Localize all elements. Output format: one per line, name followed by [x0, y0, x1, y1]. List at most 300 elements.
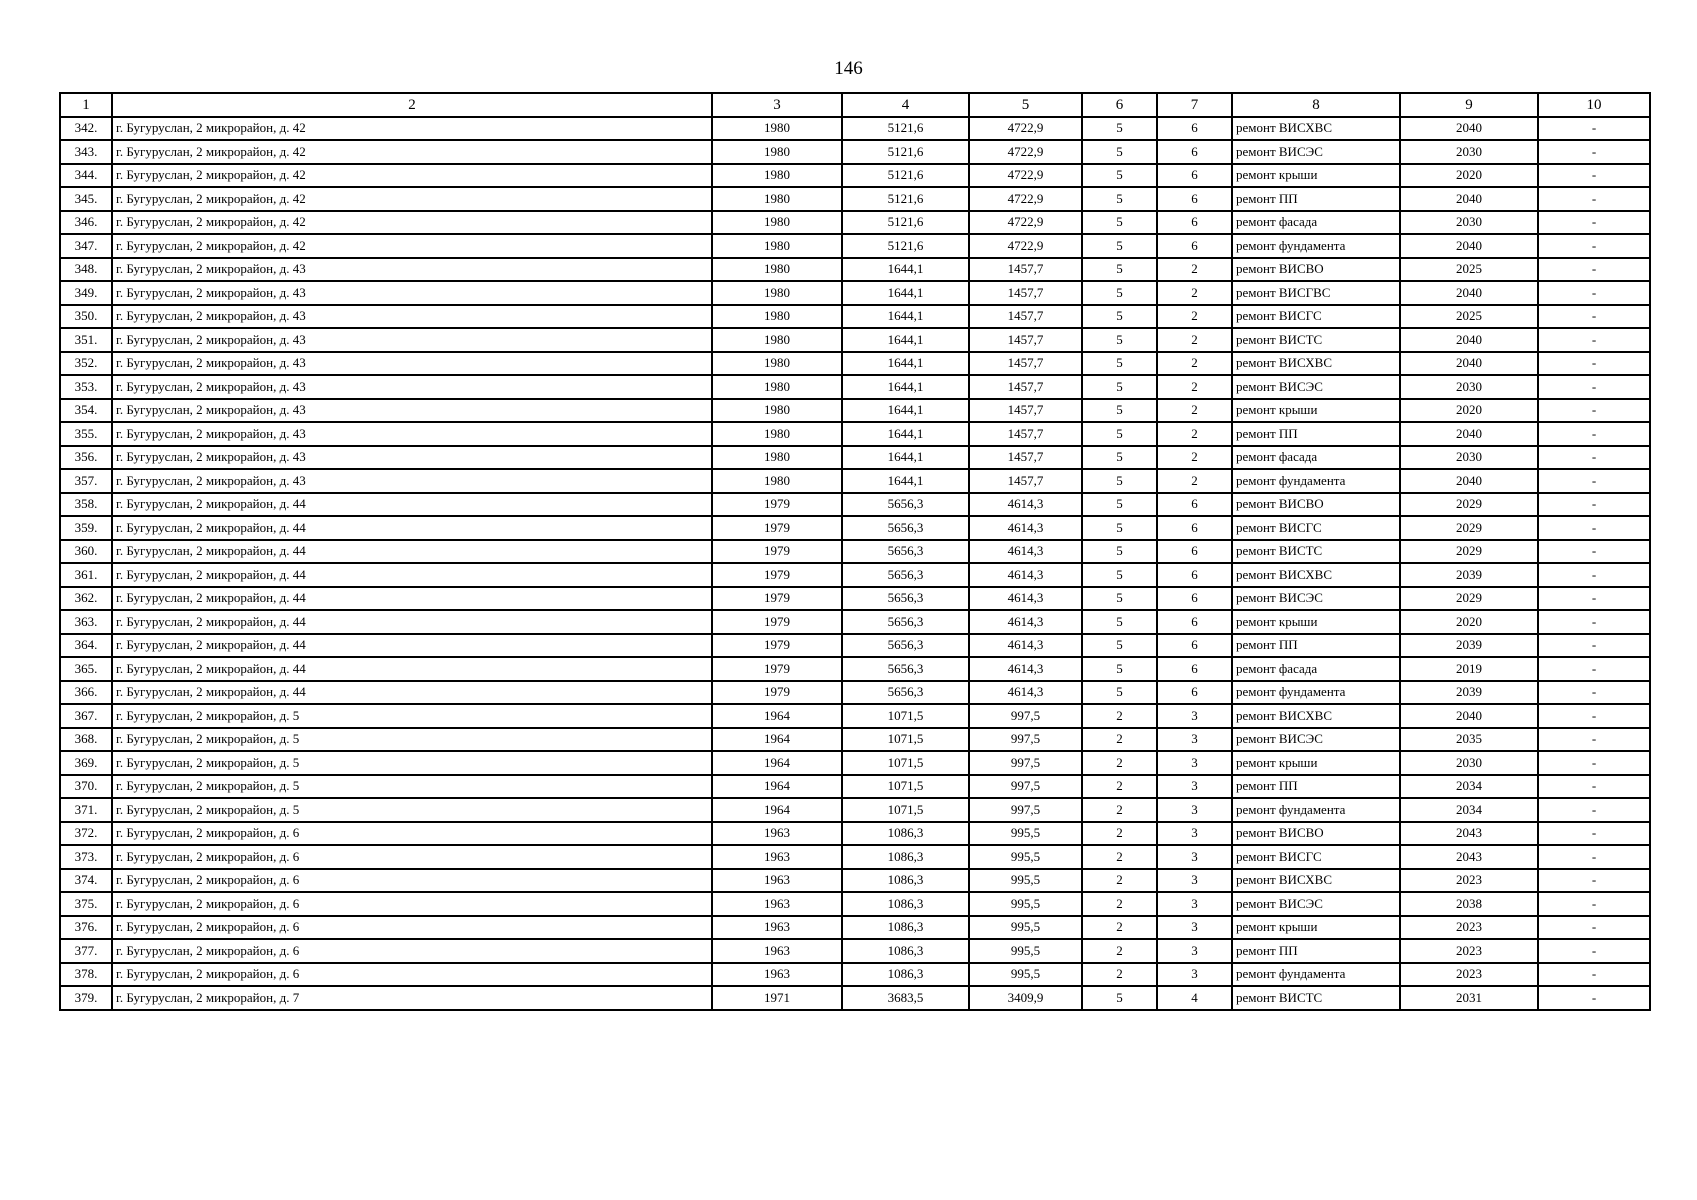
column-header-5: 5 [969, 93, 1082, 117]
total-area-cell: 1644,1 [842, 258, 969, 282]
column-header-6: 6 [1082, 93, 1157, 117]
floors-cell: 2 [1082, 704, 1157, 728]
work-type-cell: ремонт ВИСГВС [1232, 281, 1400, 305]
work-type-cell: ремонт ВИСВО [1232, 822, 1400, 846]
row-number-cell: 368. [60, 728, 112, 752]
year-built-cell: 1979 [712, 587, 842, 611]
note-cell: - [1538, 352, 1650, 376]
address-cell: г. Бугуруслан, 2 микрорайон, д. 43 [112, 305, 712, 329]
year-built-cell: 1979 [712, 681, 842, 705]
year-built-cell: 1980 [712, 234, 842, 258]
address-cell: г. Бугуруслан, 2 микрорайон, д. 6 [112, 963, 712, 987]
planned-year-cell: 2029 [1400, 587, 1538, 611]
entrances-cell: 6 [1157, 187, 1232, 211]
note-cell: - [1538, 892, 1650, 916]
living-area-cell: 995,5 [969, 869, 1082, 893]
total-area-cell: 1086,3 [842, 822, 969, 846]
work-type-cell: ремонт ВИСХВС [1232, 352, 1400, 376]
floors-cell: 2 [1082, 939, 1157, 963]
total-area-cell: 5656,3 [842, 516, 969, 540]
total-area-cell: 3683,5 [842, 986, 969, 1010]
year-built-cell: 1980 [712, 211, 842, 235]
entrances-cell: 3 [1157, 704, 1232, 728]
table-row [60, 117, 1650, 141]
year-built-cell: 1963 [712, 916, 842, 940]
entrances-cell: 2 [1157, 328, 1232, 352]
living-area-cell: 4614,3 [969, 493, 1082, 517]
total-area-cell: 1644,1 [842, 446, 969, 470]
living-area-cell: 1457,7 [969, 399, 1082, 423]
entrances-cell: 3 [1157, 869, 1232, 893]
floors-cell: 2 [1082, 775, 1157, 799]
row-number-cell: 359. [60, 516, 112, 540]
floors-cell: 5 [1082, 399, 1157, 423]
total-area-cell: 5656,3 [842, 587, 969, 611]
table-row [60, 939, 1650, 963]
planned-year-cell: 2040 [1400, 328, 1538, 352]
total-area-cell: 1086,3 [842, 939, 969, 963]
year-built-cell: 1963 [712, 869, 842, 893]
row-number-cell: 379. [60, 986, 112, 1010]
address-cell: г. Бугуруслан, 2 микрорайон, д. 44 [112, 516, 712, 540]
year-built-cell: 1980 [712, 469, 842, 493]
living-area-cell: 3409,9 [969, 986, 1082, 1010]
floors-cell: 5 [1082, 446, 1157, 470]
row-number-cell: 358. [60, 493, 112, 517]
floors-cell: 5 [1082, 328, 1157, 352]
entrances-cell: 3 [1157, 751, 1232, 775]
work-type-cell: ремонт фундамента [1232, 963, 1400, 987]
column-header-2: 2 [112, 93, 712, 117]
column-header-4: 4 [842, 93, 969, 117]
row-number-cell: 367. [60, 704, 112, 728]
table-row [60, 822, 1650, 846]
entrances-cell: 2 [1157, 305, 1232, 329]
table-row [60, 986, 1650, 1010]
work-type-cell: ремонт ВИСЭС [1232, 892, 1400, 916]
work-type-cell: ремонт ВИСЭС [1232, 375, 1400, 399]
living-area-cell: 995,5 [969, 939, 1082, 963]
table-row [60, 328, 1650, 352]
total-area-cell: 1644,1 [842, 469, 969, 493]
year-built-cell: 1980 [712, 352, 842, 376]
planned-year-cell: 2029 [1400, 516, 1538, 540]
entrances-cell: 2 [1157, 258, 1232, 282]
planned-year-cell: 2040 [1400, 469, 1538, 493]
living-area-cell: 995,5 [969, 916, 1082, 940]
work-type-cell: ремонт ВИСХВС [1232, 117, 1400, 141]
living-area-cell: 997,5 [969, 728, 1082, 752]
year-built-cell: 1980 [712, 281, 842, 305]
floors-cell: 5 [1082, 258, 1157, 282]
living-area-cell: 1457,7 [969, 305, 1082, 329]
note-cell: - [1538, 234, 1650, 258]
row-number-cell: 361. [60, 563, 112, 587]
floors-cell: 2 [1082, 963, 1157, 987]
living-area-cell: 4722,9 [969, 164, 1082, 188]
entrances-cell: 6 [1157, 234, 1232, 258]
entrances-cell: 2 [1157, 469, 1232, 493]
table-row [60, 892, 1650, 916]
floors-cell: 5 [1082, 540, 1157, 564]
planned-year-cell: 2040 [1400, 352, 1538, 376]
note-cell: - [1538, 281, 1650, 305]
entrances-cell: 6 [1157, 211, 1232, 235]
table-row [60, 422, 1650, 446]
total-area-cell: 1644,1 [842, 305, 969, 329]
living-area-cell: 997,5 [969, 751, 1082, 775]
year-built-cell: 1979 [712, 657, 842, 681]
note-cell: - [1538, 563, 1650, 587]
living-area-cell: 1457,7 [969, 281, 1082, 305]
row-number-cell: 356. [60, 446, 112, 470]
row-number-cell: 373. [60, 845, 112, 869]
note-cell: - [1538, 681, 1650, 705]
total-area-cell: 1644,1 [842, 399, 969, 423]
address-cell: г. Бугуруслан, 2 микрорайон, д. 43 [112, 469, 712, 493]
table-row [60, 563, 1650, 587]
table-row [60, 845, 1650, 869]
year-built-cell: 1963 [712, 892, 842, 916]
living-area-cell: 4614,3 [969, 516, 1082, 540]
row-number-cell: 364. [60, 634, 112, 658]
row-number-cell: 347. [60, 234, 112, 258]
floors-cell: 5 [1082, 117, 1157, 141]
work-type-cell: ремонт крыши [1232, 164, 1400, 188]
note-cell: - [1538, 751, 1650, 775]
table-row [60, 540, 1650, 564]
year-built-cell: 1980 [712, 140, 842, 164]
note-cell: - [1538, 516, 1650, 540]
note-cell: - [1538, 916, 1650, 940]
entrances-cell: 6 [1157, 117, 1232, 141]
total-area-cell: 5656,3 [842, 493, 969, 517]
address-cell: г. Бугуруслан, 2 микрорайон, д. 43 [112, 258, 712, 282]
floors-cell: 2 [1082, 916, 1157, 940]
address-cell: г. Бугуруслан, 2 микрорайон, д. 43 [112, 328, 712, 352]
work-type-cell: ремонт ВИСВО [1232, 258, 1400, 282]
row-number-cell: 351. [60, 328, 112, 352]
floors-cell: 5 [1082, 211, 1157, 235]
row-number-cell: 377. [60, 939, 112, 963]
planned-year-cell: 2040 [1400, 187, 1538, 211]
table-row [60, 352, 1650, 376]
work-type-cell: ремонт фундамента [1232, 798, 1400, 822]
address-cell: г. Бугуруслан, 2 микрорайон, д. 6 [112, 892, 712, 916]
year-built-cell: 1964 [712, 728, 842, 752]
entrances-cell: 3 [1157, 798, 1232, 822]
planned-year-cell: 2020 [1400, 610, 1538, 634]
address-cell: г. Бугуруслан, 2 микрорайон, д. 44 [112, 610, 712, 634]
work-type-cell: ремонт крыши [1232, 610, 1400, 634]
total-area-cell: 1071,5 [842, 751, 969, 775]
address-cell: г. Бугуруслан, 2 микрорайон, д. 43 [112, 446, 712, 470]
planned-year-cell: 2040 [1400, 704, 1538, 728]
note-cell: - [1538, 869, 1650, 893]
table-row [60, 305, 1650, 329]
table-row [60, 916, 1650, 940]
table-row [60, 187, 1650, 211]
entrances-cell: 3 [1157, 939, 1232, 963]
floors-cell: 5 [1082, 375, 1157, 399]
table-row [60, 493, 1650, 517]
planned-year-cell: 2030 [1400, 140, 1538, 164]
entrances-cell: 3 [1157, 963, 1232, 987]
planned-year-cell: 2039 [1400, 681, 1538, 705]
planned-year-cell: 2040 [1400, 117, 1538, 141]
living-area-cell: 1457,7 [969, 258, 1082, 282]
entrances-cell: 2 [1157, 446, 1232, 470]
address-cell: г. Бугуруслан, 2 микрорайон, д. 44 [112, 587, 712, 611]
note-cell: - [1538, 634, 1650, 658]
row-number-cell: 376. [60, 916, 112, 940]
row-number-cell: 369. [60, 751, 112, 775]
table-body [60, 117, 1650, 1010]
work-type-cell: ремонт ВИСТС [1232, 540, 1400, 564]
work-type-cell: ремонт ВИСЭС [1232, 728, 1400, 752]
work-type-cell: ремонт ПП [1232, 422, 1400, 446]
total-area-cell: 1086,3 [842, 963, 969, 987]
living-area-cell: 997,5 [969, 704, 1082, 728]
total-area-cell: 1644,1 [842, 328, 969, 352]
row-number-cell: 371. [60, 798, 112, 822]
planned-year-cell: 2030 [1400, 211, 1538, 235]
entrances-cell: 3 [1157, 728, 1232, 752]
planned-year-cell: 2023 [1400, 869, 1538, 893]
work-type-cell: ремонт фундамента [1232, 681, 1400, 705]
planned-year-cell: 2039 [1400, 563, 1538, 587]
work-type-cell: ремонт ВИСЭС [1232, 587, 1400, 611]
year-built-cell: 1964 [712, 704, 842, 728]
table-row [60, 211, 1650, 235]
entrances-cell: 2 [1157, 399, 1232, 423]
planned-year-cell: 2040 [1400, 281, 1538, 305]
table-row [60, 963, 1650, 987]
living-area-cell: 4614,3 [969, 634, 1082, 658]
planned-year-cell: 2030 [1400, 375, 1538, 399]
row-number-cell: 375. [60, 892, 112, 916]
floors-cell: 5 [1082, 493, 1157, 517]
floors-cell: 5 [1082, 610, 1157, 634]
row-number-cell: 342. [60, 117, 112, 141]
total-area-cell: 5121,6 [842, 211, 969, 235]
living-area-cell: 997,5 [969, 798, 1082, 822]
living-area-cell: 1457,7 [969, 375, 1082, 399]
repair-register-table [59, 92, 1651, 1011]
address-cell: г. Бугуруслан, 2 микрорайон, д. 44 [112, 657, 712, 681]
table-row [60, 164, 1650, 188]
table-row [60, 258, 1650, 282]
row-number-cell: 348. [60, 258, 112, 282]
planned-year-cell: 2025 [1400, 305, 1538, 329]
note-cell: - [1538, 540, 1650, 564]
column-number-header-row [60, 93, 1650, 117]
floors-cell: 5 [1082, 352, 1157, 376]
total-area-cell: 1071,5 [842, 728, 969, 752]
planned-year-cell: 2025 [1400, 258, 1538, 282]
address-cell: г. Бугуруслан, 2 микрорайон, д. 42 [112, 117, 712, 141]
work-type-cell: ремонт ВИСГС [1232, 845, 1400, 869]
address-cell: г. Бугуруслан, 2 микрорайон, д. 43 [112, 352, 712, 376]
year-built-cell: 1964 [712, 775, 842, 799]
work-type-cell: ремонт фасада [1232, 657, 1400, 681]
row-number-cell: 345. [60, 187, 112, 211]
address-cell: г. Бугуруслан, 2 микрорайон, д. 43 [112, 281, 712, 305]
table-row [60, 587, 1650, 611]
table-row [60, 610, 1650, 634]
living-area-cell: 1457,7 [969, 422, 1082, 446]
living-area-cell: 4614,3 [969, 610, 1082, 634]
entrances-cell: 6 [1157, 681, 1232, 705]
year-built-cell: 1980 [712, 399, 842, 423]
work-type-cell: ремонт ВИСЭС [1232, 140, 1400, 164]
year-built-cell: 1979 [712, 610, 842, 634]
entrances-cell: 6 [1157, 140, 1232, 164]
planned-year-cell: 2035 [1400, 728, 1538, 752]
entrances-cell: 6 [1157, 587, 1232, 611]
floors-cell: 2 [1082, 798, 1157, 822]
table-row [60, 798, 1650, 822]
note-cell: - [1538, 493, 1650, 517]
table-row [60, 446, 1650, 470]
floors-cell: 5 [1082, 281, 1157, 305]
address-cell: г. Бугуруслан, 2 микрорайон, д. 44 [112, 563, 712, 587]
work-type-cell: ремонт ВИСТС [1232, 986, 1400, 1010]
entrances-cell: 3 [1157, 916, 1232, 940]
column-header-7: 7 [1157, 93, 1232, 117]
work-type-cell: ремонт фасада [1232, 211, 1400, 235]
work-type-cell: ремонт ВИСГС [1232, 516, 1400, 540]
floors-cell: 5 [1082, 657, 1157, 681]
living-area-cell: 995,5 [969, 822, 1082, 846]
planned-year-cell: 2031 [1400, 986, 1538, 1010]
row-number-cell: 370. [60, 775, 112, 799]
floors-cell: 5 [1082, 305, 1157, 329]
living-area-cell: 4614,3 [969, 587, 1082, 611]
note-cell: - [1538, 610, 1650, 634]
total-area-cell: 1071,5 [842, 798, 969, 822]
table-row [60, 728, 1650, 752]
total-area-cell: 5656,3 [842, 540, 969, 564]
year-built-cell: 1963 [712, 845, 842, 869]
floors-cell: 5 [1082, 422, 1157, 446]
note-cell: - [1538, 140, 1650, 164]
living-area-cell: 997,5 [969, 775, 1082, 799]
total-area-cell: 1644,1 [842, 352, 969, 376]
year-built-cell: 1963 [712, 963, 842, 987]
table-row [60, 751, 1650, 775]
living-area-cell: 1457,7 [969, 328, 1082, 352]
entrances-cell: 6 [1157, 516, 1232, 540]
living-area-cell: 4614,3 [969, 563, 1082, 587]
total-area-cell: 1086,3 [842, 892, 969, 916]
work-type-cell: ремонт ВИСТС [1232, 328, 1400, 352]
row-number-cell: 378. [60, 963, 112, 987]
address-cell: г. Бугуруслан, 2 микрорайон, д. 6 [112, 916, 712, 940]
planned-year-cell: 2034 [1400, 798, 1538, 822]
note-cell: - [1538, 728, 1650, 752]
column-header-9: 9 [1400, 93, 1538, 117]
table-row [60, 704, 1650, 728]
table-row [60, 634, 1650, 658]
note-cell: - [1538, 963, 1650, 987]
note-cell: - [1538, 399, 1650, 423]
column-header-8: 8 [1232, 93, 1400, 117]
planned-year-cell: 2038 [1400, 892, 1538, 916]
year-built-cell: 1980 [712, 187, 842, 211]
planned-year-cell: 2029 [1400, 540, 1538, 564]
total-area-cell: 5656,3 [842, 681, 969, 705]
entrances-cell: 2 [1157, 422, 1232, 446]
planned-year-cell: 2023 [1400, 939, 1538, 963]
work-type-cell: ремонт ВИСГС [1232, 305, 1400, 329]
note-cell: - [1538, 939, 1650, 963]
address-cell: г. Бугуруслан, 2 микрорайон, д. 43 [112, 399, 712, 423]
note-cell: - [1538, 657, 1650, 681]
table-row [60, 775, 1650, 799]
note-cell: - [1538, 258, 1650, 282]
work-type-cell: ремонт фундамента [1232, 469, 1400, 493]
work-type-cell: ремонт ПП [1232, 187, 1400, 211]
year-built-cell: 1963 [712, 939, 842, 963]
table-row [60, 869, 1650, 893]
floors-cell: 2 [1082, 751, 1157, 775]
address-cell: г. Бугуруслан, 2 микрорайон, д. 44 [112, 634, 712, 658]
year-built-cell: 1980 [712, 422, 842, 446]
note-cell: - [1538, 328, 1650, 352]
table-row [60, 516, 1650, 540]
floors-cell: 5 [1082, 234, 1157, 258]
total-area-cell: 1086,3 [842, 916, 969, 940]
floors-cell: 5 [1082, 563, 1157, 587]
planned-year-cell: 2030 [1400, 446, 1538, 470]
entrances-cell: 6 [1157, 493, 1232, 517]
note-cell: - [1538, 305, 1650, 329]
note-cell: - [1538, 446, 1650, 470]
address-cell: г. Бугуруслан, 2 микрорайон, д. 6 [112, 939, 712, 963]
floors-cell: 2 [1082, 869, 1157, 893]
floors-cell: 5 [1082, 587, 1157, 611]
year-built-cell: 1980 [712, 328, 842, 352]
row-number-cell: 346. [60, 211, 112, 235]
row-number-cell: 366. [60, 681, 112, 705]
note-cell: - [1538, 187, 1650, 211]
entrances-cell: 6 [1157, 164, 1232, 188]
planned-year-cell: 2023 [1400, 963, 1538, 987]
living-area-cell: 4614,3 [969, 681, 1082, 705]
year-built-cell: 1963 [712, 822, 842, 846]
note-cell: - [1538, 422, 1650, 446]
address-cell: г. Бугуруслан, 2 микрорайон, д. 6 [112, 869, 712, 893]
year-built-cell: 1980 [712, 446, 842, 470]
total-area-cell: 5656,3 [842, 563, 969, 587]
row-number-cell: 355. [60, 422, 112, 446]
living-area-cell: 1457,7 [969, 352, 1082, 376]
table-row [60, 681, 1650, 705]
planned-year-cell: 2020 [1400, 164, 1538, 188]
entrances-cell: 6 [1157, 563, 1232, 587]
row-number-cell: 350. [60, 305, 112, 329]
address-cell: г. Бугуруслан, 2 микрорайон, д. 6 [112, 822, 712, 846]
table-row [60, 375, 1650, 399]
note-cell: - [1538, 845, 1650, 869]
total-area-cell: 1644,1 [842, 422, 969, 446]
work-type-cell: ремонт ВИСХВС [1232, 704, 1400, 728]
living-area-cell: 1457,7 [969, 469, 1082, 493]
living-area-cell: 4722,9 [969, 187, 1082, 211]
entrances-cell: 3 [1157, 822, 1232, 846]
floors-cell: 5 [1082, 986, 1157, 1010]
